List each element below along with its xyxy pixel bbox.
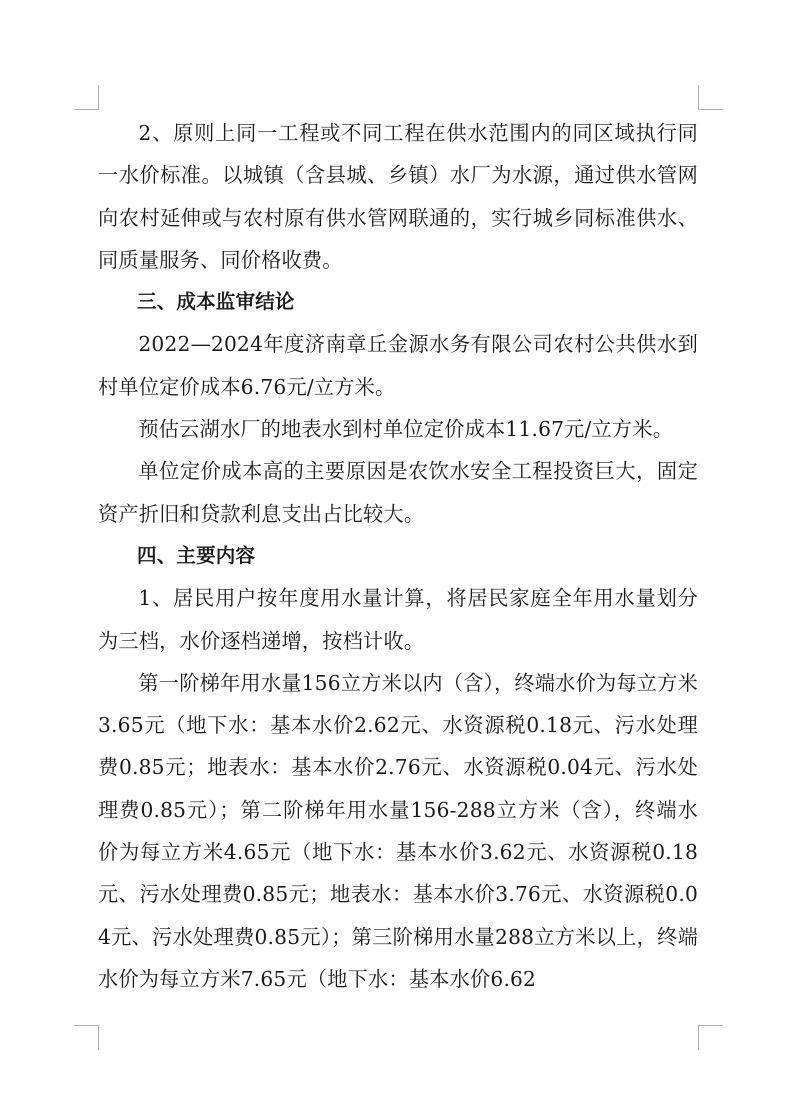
crop-mark-top-right	[698, 85, 723, 110]
section-heading-main-content: 四、主要内容	[137, 543, 256, 567]
paragraph-yunhu-cost: 预估云湖水厂的地表水到村单位定价成本11.67元/立方米。	[138, 417, 674, 442]
paragraph-tier-billing: 1、居民用户按年度用水量计算，将居民家庭全年用水量划分为三档，水价逐档递增，按档计收。	[98, 586, 698, 653]
crop-mark-top-left	[74, 85, 99, 110]
paragraph-tier-prices: 第一阶梯年用水量156立方米以内（含），终端水价为每立方米3.65元（地下水：基本水价2.62元、水资源税0.18元、污水处理费0.85元；地表水：基本水价2.76元、水资源税0.04元、污水处理费0.85元）；第二阶梯年用水量156-288立方米（含），终端水价为每立方米4.65元（地下水：基本水价3.62元、水资源税0.18元、污水处理费0.85元；地表水：基本水价3.76元、水资源税0.04元、污水处理费0.85元）；第三阶梯用水量288立方米以上，终端水价为每立方米7.65元（地下水：基本水价6.62	[98, 670, 698, 991]
paragraph-village-cost: 2022—2024年度济南章丘金源水务有限公司农村公共供水到村单位定价成本6.76元/立方米。	[98, 332, 698, 399]
crop-mark-bottom-right	[698, 1025, 723, 1050]
document-body	[98, 112, 698, 1000]
crop-mark-bottom-left	[74, 1025, 99, 1050]
paragraph-unified-price-rule: 2、原则上同一工程或不同工程在供水范围内的同区域执行同一水价标准。以城镇（含县城、乡镇）水厂为水源，通过供水管网向农村延伸或与农村原有供水管网联通的，实行城乡同标准供水、同质量服务、同价格收费。	[98, 121, 698, 272]
paragraph-cost-reason: 单位定价成本高的主要原因是农饮水安全工程投资巨大，固定资产折旧和贷款利息支出占比较大。	[98, 459, 698, 526]
section-heading-cost-audit: 三、成本监审结论	[137, 290, 295, 314]
